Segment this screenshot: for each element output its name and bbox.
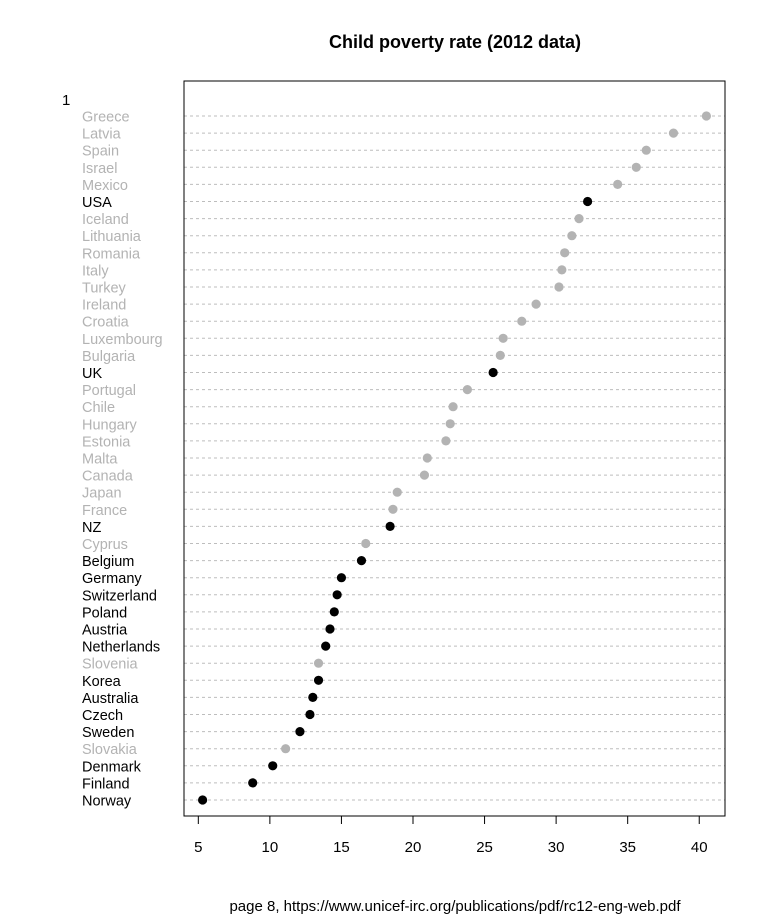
point-switzerland xyxy=(333,590,342,599)
country-label-mexico: Mexico xyxy=(82,177,128,194)
country-label-latvia: Latvia xyxy=(82,126,121,143)
point-austria xyxy=(325,624,334,633)
point-canada xyxy=(420,471,429,480)
country-label-bulgaria: Bulgaria xyxy=(82,348,136,365)
point-uk xyxy=(489,368,498,377)
country-label-canada: Canada xyxy=(82,468,133,485)
point-bulgaria xyxy=(496,351,505,360)
country-label-portugal: Portugal xyxy=(82,383,137,400)
country-label-slovakia: Slovakia xyxy=(82,742,137,759)
point-germany xyxy=(337,573,346,582)
point-korea xyxy=(314,676,323,685)
x-tick-label-5: 5 xyxy=(194,839,203,856)
point-chile xyxy=(448,402,457,411)
point-lithuania xyxy=(567,231,576,240)
country-label-germany: Germany xyxy=(82,571,142,588)
x-tick-label-30: 30 xyxy=(547,839,565,856)
x-tick-label-15: 15 xyxy=(333,839,350,856)
point-luxembourg xyxy=(499,334,508,343)
point-france xyxy=(388,505,397,514)
point-sweden xyxy=(295,727,304,736)
country-label-ireland: Ireland xyxy=(82,297,127,314)
country-label-greece: Greece xyxy=(82,109,130,126)
country-label-croatia: Croatia xyxy=(82,314,129,331)
point-spain xyxy=(642,146,651,155)
country-label-spain: Spain xyxy=(82,143,120,160)
point-greece xyxy=(702,111,711,120)
point-turkey xyxy=(554,282,563,291)
country-label-israel: Israel xyxy=(82,160,118,177)
page-marker: 1 xyxy=(62,92,71,109)
point-usa xyxy=(583,197,592,206)
country-label-romania: Romania xyxy=(82,246,141,263)
point-israel xyxy=(632,163,641,172)
country-label-korea: Korea xyxy=(82,673,121,690)
point-italy xyxy=(557,265,566,274)
point-ireland xyxy=(531,300,540,309)
x-tick-label-40: 40 xyxy=(690,839,708,856)
country-label-hungary: Hungary xyxy=(82,417,137,434)
country-label-usa: USA xyxy=(82,195,112,211)
x-axis xyxy=(194,816,707,856)
x-tick-label-20: 20 xyxy=(404,839,422,856)
point-cyprus xyxy=(361,539,370,548)
point-latvia xyxy=(669,129,678,138)
point-czech xyxy=(305,710,314,719)
point-belgium xyxy=(357,556,366,565)
country-label-sweden: Sweden xyxy=(82,725,135,742)
country-label-denmark: Denmark xyxy=(82,759,141,776)
point-japan xyxy=(393,488,402,497)
country-label-norway: Norway xyxy=(82,793,132,810)
country-label-belgium: Belgium xyxy=(82,554,135,571)
point-malta xyxy=(423,453,432,462)
country-label-chile: Chile xyxy=(82,400,116,417)
point-slovenia xyxy=(314,659,323,668)
point-croatia xyxy=(517,317,526,326)
point-finland xyxy=(248,778,257,787)
point-netherlands xyxy=(321,642,330,651)
point-portugal xyxy=(463,385,472,394)
country-label-finland: Finland xyxy=(82,776,130,793)
country-label-austria: Austria xyxy=(82,622,128,639)
country-label-nz: NZ xyxy=(82,519,102,536)
point-australia xyxy=(308,693,317,702)
country-label-switzerland: Switzerland xyxy=(82,588,157,605)
country-label-iceland: Iceland xyxy=(82,212,129,229)
country-label-czech: Czech xyxy=(82,708,124,724)
point-denmark xyxy=(268,761,277,770)
point-slovakia xyxy=(281,744,290,753)
country-label-poland: Poland xyxy=(82,605,128,622)
x-tick-label-25: 25 xyxy=(476,839,493,856)
country-labels xyxy=(82,110,163,810)
country-label-malta: Malta xyxy=(82,451,118,468)
country-label-lithuania: Lithuania xyxy=(82,229,141,246)
country-label-cyprus: Cyprus xyxy=(82,537,128,553)
country-label-france: France xyxy=(82,502,128,519)
point-estonia xyxy=(441,436,450,445)
country-label-estonia: Estonia xyxy=(82,434,131,451)
plot-area-frame xyxy=(184,81,725,816)
country-label-italy: Italy xyxy=(82,263,109,280)
country-label-slovenia: Slovenia xyxy=(82,656,138,673)
country-label-australia: Australia xyxy=(82,690,139,707)
country-label-luxembourg: Luxembourg xyxy=(82,331,163,348)
gridlines xyxy=(184,116,725,800)
point-mexico xyxy=(613,180,622,189)
point-iceland xyxy=(574,214,583,223)
country-label-netherlands: Netherlands xyxy=(82,639,161,656)
chart-title: Child poverty rate (2012 data) xyxy=(328,32,582,52)
point-poland xyxy=(330,607,339,616)
x-tick-label-10: 10 xyxy=(261,839,279,856)
point-romania xyxy=(560,248,569,257)
country-label-japan: Japan xyxy=(82,485,122,502)
source-citation: page 8, https://www.unicef-irc.org/publications/pdf/rc12-eng-web.pdf xyxy=(229,898,681,915)
country-label-uk: UK xyxy=(82,366,103,382)
point-nz xyxy=(385,522,394,531)
x-tick-label-35: 35 xyxy=(619,839,637,856)
point-hungary xyxy=(446,419,455,428)
point-norway xyxy=(198,795,207,804)
country-label-turkey: Turkey xyxy=(82,280,126,297)
